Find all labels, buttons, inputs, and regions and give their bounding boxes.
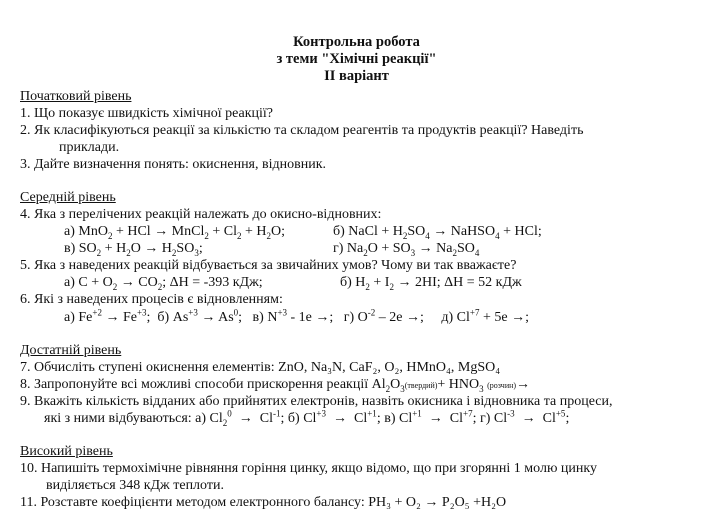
question-9-continuation: які з ними відбуваються: а) $Cl_2^0 \to Cl^{-1}$; б) $Cl^{+3} \to Cl^{+1}$; в) $Cl^{+1} \to Cl^{+7}$; г) $Cl^{-3} \to Cl^{+5}$; (44, 408, 570, 428)
question-5: 5. Яка з наведених реакцій відбувається за звичайних умов? Чому ви так вважаєте? (20, 258, 517, 273)
question-6: 6. Які з наведених процесів є відновленням: (20, 292, 283, 307)
q5-option-a: а) $C + O_2 \to CO_2$; ΔH = -393 кДж; (64, 275, 263, 292)
q4-option-c: в) $SO_2 + H_2O \to H_2SO_3$; (64, 241, 203, 258)
label-solid: (твердий) (404, 381, 438, 390)
question-9: 9. Вкажіть кількість відданих або прийнятих електронів, назвіть окисника і відновника та процеси, (20, 394, 613, 409)
question-2: 2. Як класифікуються реакції за кількістю та складом реагентів та продуктів реакції? Наведіть (20, 123, 584, 138)
question-11: 11. Розставте коефіцієнти методом електронного балансу: PH₃ + O₂ → P₂O₅ +H₂O (20, 495, 507, 510)
q5-option-b: б) $H_2 + I_2 \to 2HI$; ΔH = 52 кДж (340, 275, 522, 292)
document-variant: ІІ варіант (324, 68, 389, 84)
question-4: 4. Яка з перелічених реакцій належать до окисно-відновних: (20, 207, 382, 222)
section-title-initial: Початковий рівень (20, 89, 132, 104)
section-title-high: Високий рівень (20, 444, 113, 459)
q4-option-d: г) $Na_2O + SO_3 \to Na_2SO_4$ (333, 241, 480, 258)
q4-option-b: б) NaCl + $H_2SO_4$ → NaHSO$_4$ + HCl; (333, 224, 542, 241)
question-2-continuation: приклади. (59, 140, 120, 155)
question-1: 1. Що показує швидкість хімічної реакції? (20, 106, 274, 121)
question-10-continuation: виділяється 348 кДж теплоти. (46, 478, 224, 493)
document-topic: з теми "Хімічні реакції" (276, 51, 437, 67)
question-10: 10. Напишіть термохімічне рівняння горіння цинку, якщо відомо, що при згорянні 1 молю цинку (20, 461, 597, 476)
question-7: 7. Обчисліть ступені окиснення елементів: ZnO, Na₃N, CaF₂, O₂, HMnO₄, MgSO₄ (20, 360, 501, 375)
question-3: 3. Дайте визначення понять: окиснення, відновник. (20, 157, 327, 172)
section-title-sufficient: Достатній рівень (20, 343, 122, 358)
question-8: 8. Запропонуйте всі можливі способи прискорення реакції $Al_2O_3(твердий)+ HNO_3$ (розчин)→ (20, 377, 531, 394)
section-title-medium: Середній рівень (20, 190, 116, 205)
question-8-text: 8. Запропонуйте всі можливі способи прискорення реакції (20, 377, 369, 392)
q4-option-a: а) MnO$_2$ + HCl → MnCl$_2$ + $Cl_2 + H_2O$; (64, 224, 285, 241)
document-title: Контрольна робота (293, 34, 420, 50)
q6-options: а) $Fe^{+2} \to Fe^{+3}$; б) $As^{+3} \to As^0$; в) $N^{+3} - 1e$ →; г) $O^{-2} - 2e$ →; д) $Cl^{+7} + 5e$ →; (64, 307, 529, 325)
label-solution: (розчин) (487, 381, 517, 390)
